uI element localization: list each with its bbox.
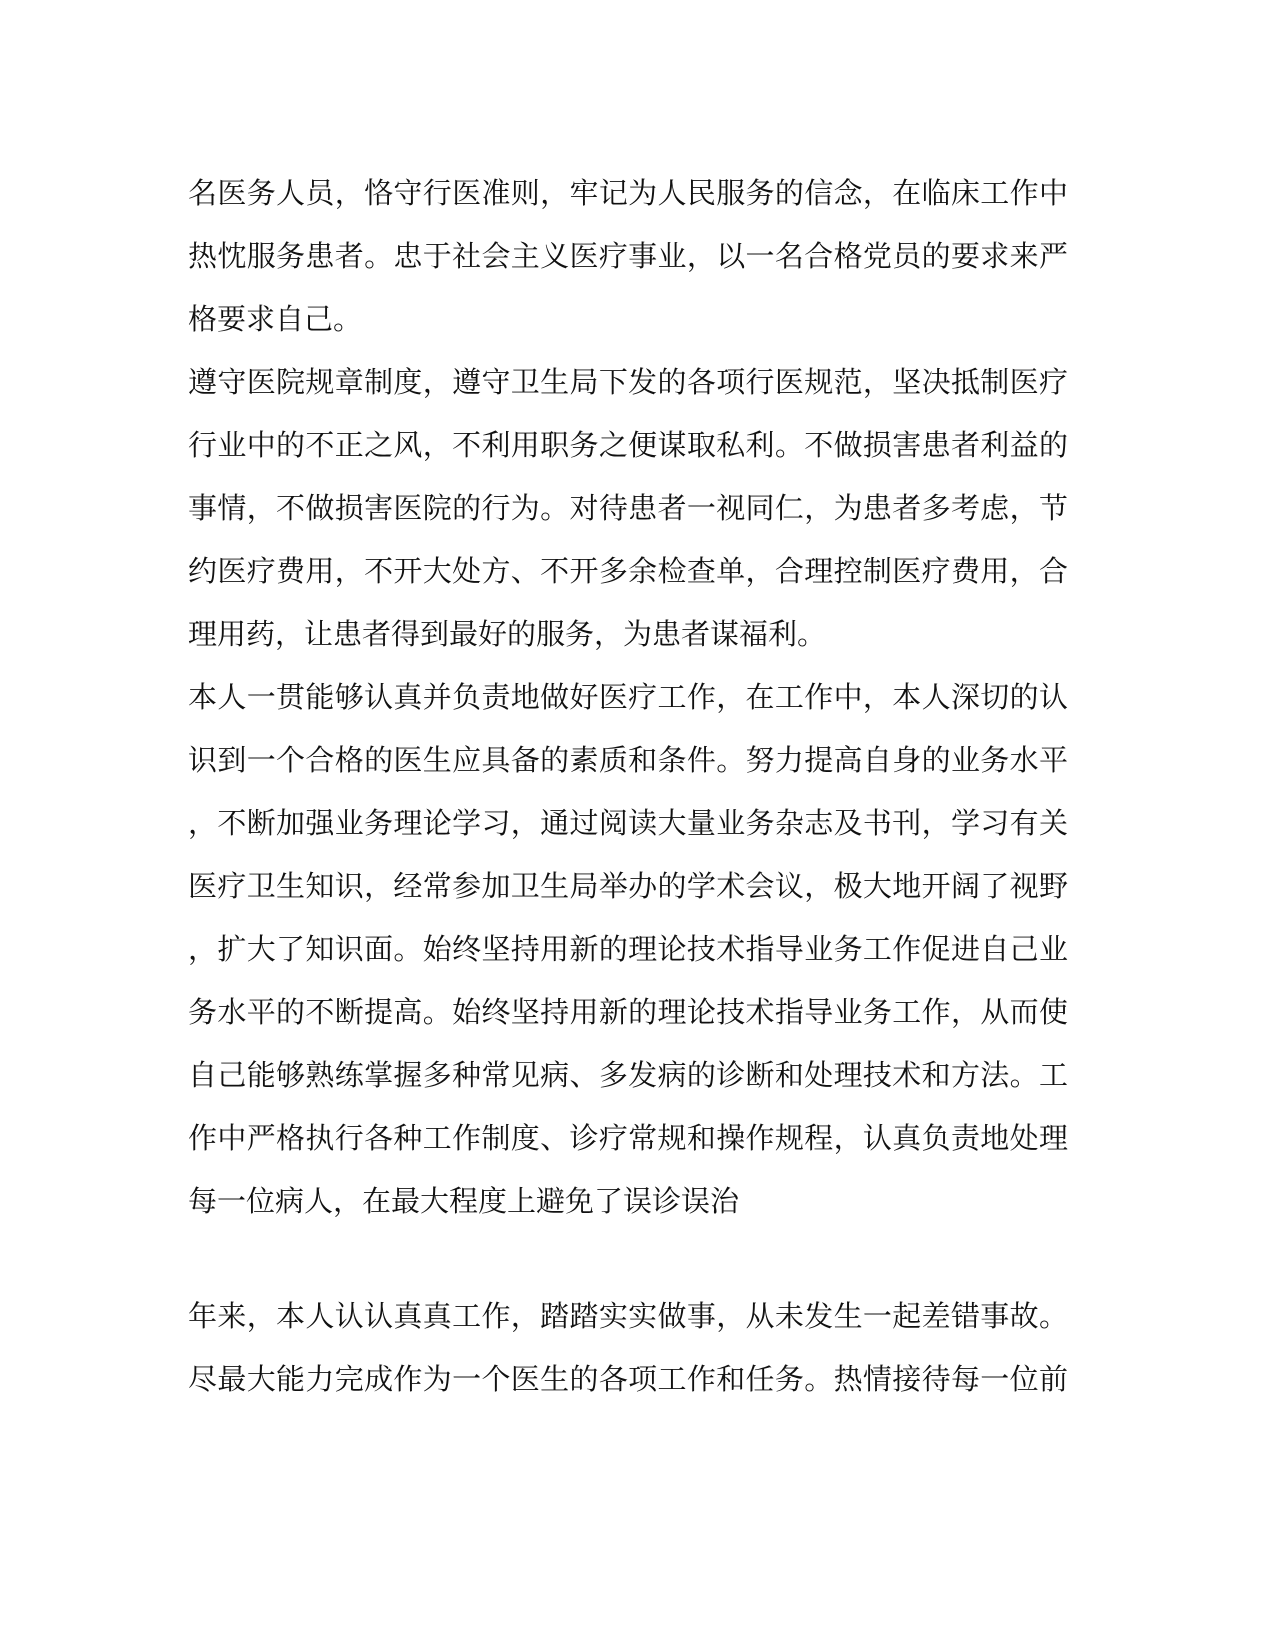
text-line: 识到一个合格的医生应具备的素质和条件。努力提高自身的业务水平: [188, 743, 1068, 777]
text-line: 尽最大能力完成作为一个医生的各项工作和任务。热情接待每一位前: [188, 1362, 1068, 1396]
text-line: 医疗卫生知识，经常参加卫生局举办的学术会议，极大地开阔了视野: [188, 869, 1068, 903]
text-line: 自己能够熟练掌握多种常见病、多发病的诊断和处理技术和方法。工: [188, 1058, 1068, 1092]
text-line: 本人一贯能够认真并负责地做好医疗工作，在工作中，本人深切的认: [188, 680, 1068, 714]
text-line: 行业中的不正之风，不利用职务之便谋取私利。不做损害患者利益的: [188, 428, 1068, 462]
text-line: ，不断加强业务理论学习，通过阅读大量业务杂志及书刊，学习有关: [188, 806, 1068, 840]
text-line: 每一位病人，在最大程度上避免了误诊误治: [188, 1184, 740, 1218]
text-line: 格要求自己。: [188, 302, 363, 336]
text-line: 务水平的不断提高。始终坚持用新的理论技术指导业务工作，从而使: [188, 995, 1068, 1029]
text-line: 作中严格执行各种工作制度、诊疗常规和操作规程，认真负责地处理: [188, 1121, 1068, 1155]
body-text-continued: [188, 1285, 1068, 1411]
text-line: ，扩大了知识面。始终坚持用新的理论技术指导业务工作促进自己业: [188, 932, 1068, 966]
text-line: 热忱服务患者。忠于社会主义医疗事业，以一名合格党员的要求来严: [188, 239, 1068, 273]
text-line: 遵守医院规章制度，遵守卫生局下发的各项行医规范，坚决抵制医疗: [188, 365, 1068, 399]
body-text-main: [188, 162, 1068, 1233]
text-line: 事情，不做损害医院的行为。对待患者一视同仁，为患者多考虑，节: [188, 491, 1068, 525]
text-line: 年来，本人认认真真工作，踏踏实实做事，从未发生一起差错事故。: [188, 1299, 1068, 1333]
text-line: 约医疗费用，不开大处方、不开多余检查单，合理控制医疗费用，合: [188, 554, 1068, 588]
text-line: 理用药，让患者得到最好的服务，为患者谋福利。: [188, 617, 827, 651]
text-line: 名医务人员，恪守行医准则，牢记为人民服务的信念，在临床工作中: [188, 176, 1068, 210]
